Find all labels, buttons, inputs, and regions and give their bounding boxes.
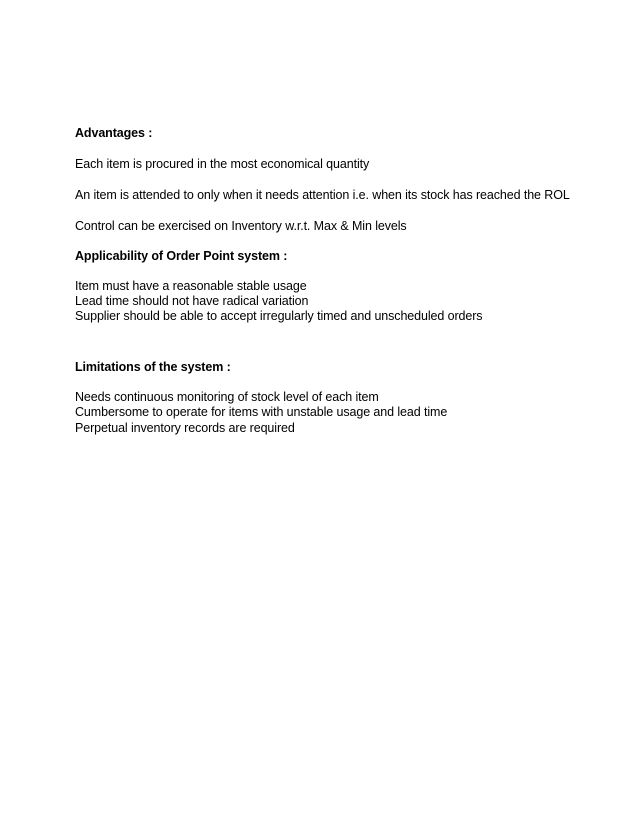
applicability-item: Supplier should be able to accept irregularly timed and unscheduled orders [75, 309, 483, 323]
applicability-heading: Applicability of Order Point system : [75, 249, 288, 263]
limitations-heading: Limitations of the system : [75, 360, 231, 374]
limitations-item: Needs continuous monitoring of stock level of each item [75, 390, 379, 404]
advantages-item: An item is attended to only when it needs attention i.e. when its stock has reached the ROL [75, 188, 570, 202]
advantages-item: Control can be exercised on Inventory w.r.t. Max & Min levels [75, 219, 407, 233]
advantages-heading: Advantages : [75, 126, 153, 140]
advantages-item: Each item is procured in the most economical quantity [75, 157, 370, 171]
applicability-item: Item must have a reasonable stable usage [75, 279, 307, 293]
limitations-item: Perpetual inventory records are required [75, 421, 295, 435]
applicability-item: Lead time should not have radical variation [75, 294, 309, 308]
limitations-item: Cumbersome to operate for items with unstable usage and lead time [75, 405, 448, 419]
